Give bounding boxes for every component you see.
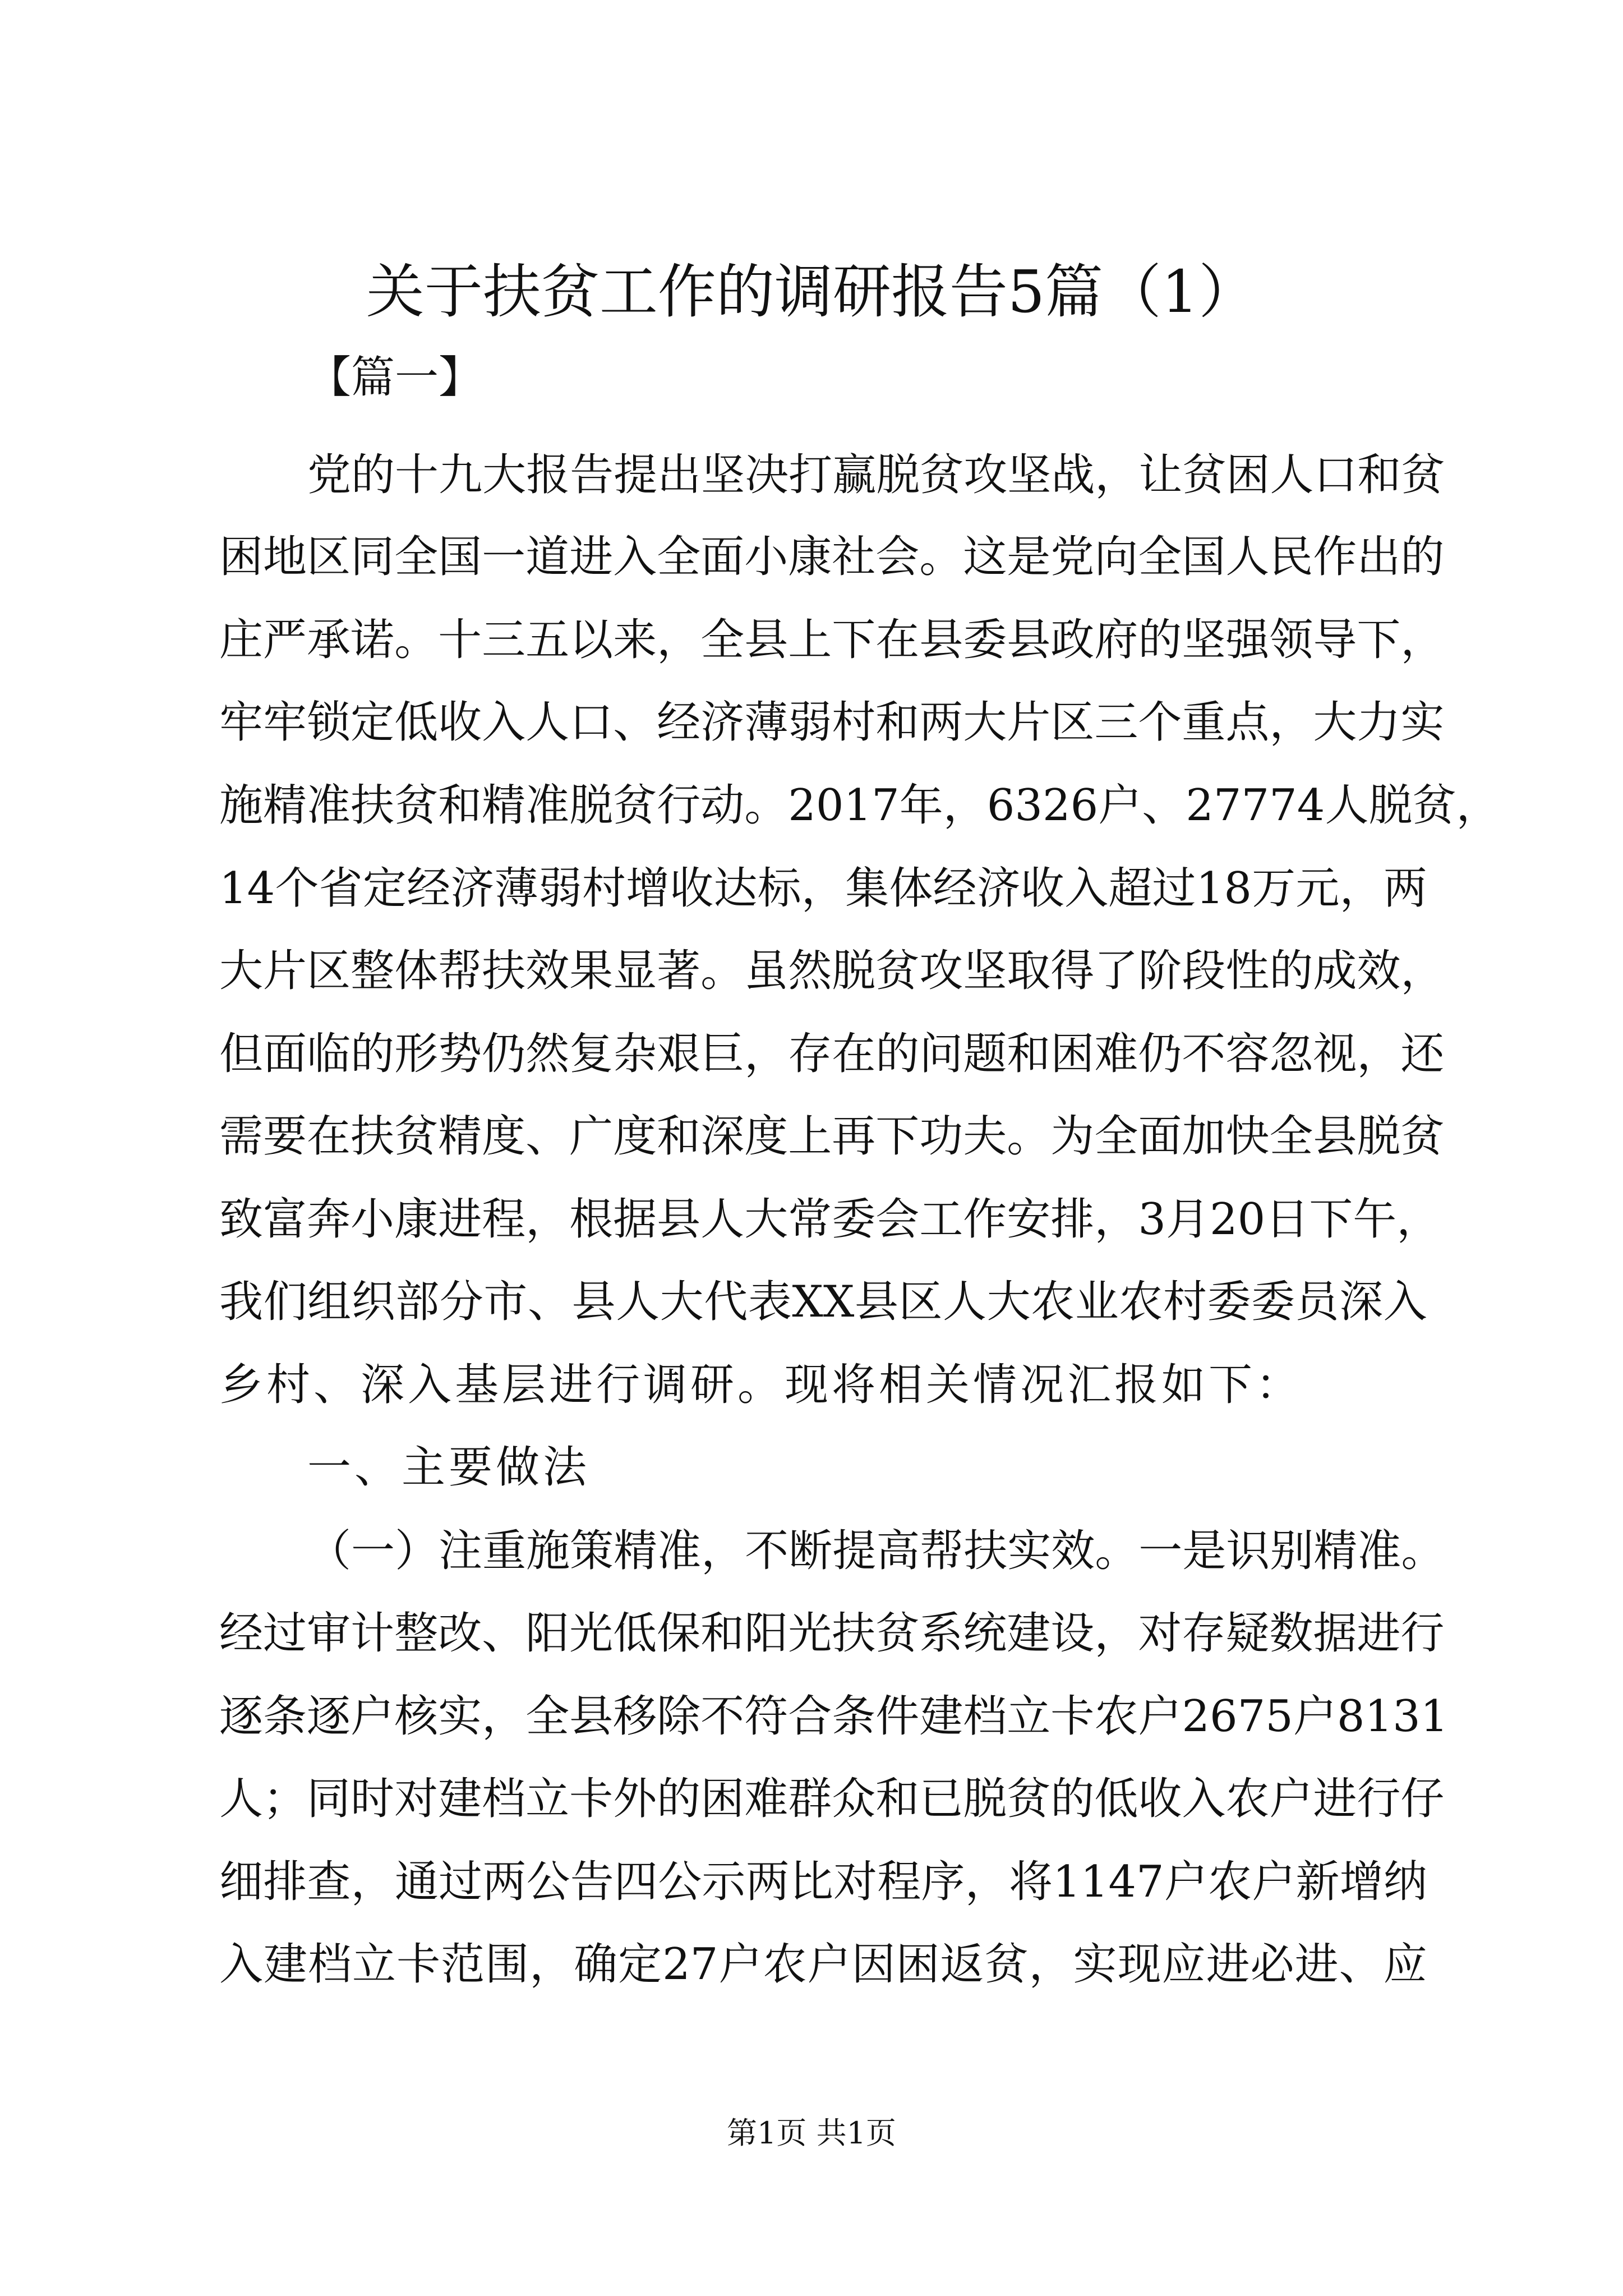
paragraph-line: 需 要 在 扶 贫 精 度 、 广 度 和 深 度 上 再 下 功 夫 。 为 全 面 加 快 全 县 脱 贫 bbox=[219, 1111, 1445, 1162]
document-title: 关于扶贫工作的调研报告5篇（1） bbox=[366, 257, 1257, 326]
paragraph-line: 大 片 区 整 体 帮 扶 效 果 显 著 。 虽 然 脱 贫 攻 坚 取 得 了 阶 段 性 的 成 效 ， bbox=[219, 946, 1445, 996]
paragraph-line: 经 过 审 计 整 改 、 阳 光 低 保 和 阳 光 扶 贫 系 统 建 设 ， 对 存 疑 数 据 进 行 bbox=[219, 1608, 1445, 1659]
paragraph-line: 细 排 查 ， 通 过 两 公 告 四 公 示 两 比 对 程 序 ， 将 1147 户 农 户 新 增 纳 bbox=[219, 1857, 1427, 1907]
page-footer: 第1页 共1页 bbox=[727, 2115, 896, 2151]
section-label: 【篇一】 bbox=[307, 352, 483, 403]
paragraph-line: 乡村、深入基层进行调研。现将相关情况汇报如下： bbox=[219, 1360, 1303, 1410]
paragraph-line: 困 地 区 同 全 国 一 道 进 入 全 面 小 康 社 会 。 这 是 党 向 全 国 人 民 作 出 的 bbox=[219, 532, 1445, 582]
paragraph-line: 施 精 准 扶 贫 和 精 准 脱 贫 行 动 。 2017 年 ， 6326 户 、 27774 人 脱 贫 ， bbox=[219, 780, 1500, 831]
paragraph-line: 庄 严 承 诺 。 十 三 五 以 来 ， 全 县 上 下 在 县 委 县 政 府 的 坚 强 领 导 下 ， bbox=[219, 615, 1445, 665]
paragraph-line: 党 的 十 九 大 报 告 提 出 坚 决 打 赢 脱 贫 攻 坚 战 ， 让 贫 困 人 口 和 贫 bbox=[307, 450, 1445, 500]
paragraph-line: 致 富 奔 小 康 进 程 ， 根 据 县 人 大 常 委 会 工 作 安 排 ， 3 月 20 日 下 午 ， bbox=[219, 1194, 1441, 1245]
paragraph-line: 人 ； 同 时 对 建 档 立 卡 外 的 困 难 群 众 和 已 脱 贫 的 低 收 入 农 户 进 行 仔 bbox=[219, 1774, 1445, 1824]
section-heading: 一、主要做法 bbox=[307, 1442, 591, 1493]
paragraph-line: （ 一 ） 注 重 施 策 精 准 ， 不 断 提 高 帮 扶 实 效 。 一 是 识 别 精 准 。 bbox=[307, 1526, 1445, 1576]
paragraph-line: 14 个 省 定 经 济 薄 弱 村 增 收 达 标 ， 集 体 经 济 收 入 超 过 18 万 元 ， 两 bbox=[219, 863, 1427, 914]
paragraph-line: 牢 牢 锁 定 低 收 入 人 口 、 经 济 薄 弱 村 和 两 大 片 区 三 个 重 点 ， 大 力 实 bbox=[219, 697, 1445, 748]
paragraph-line: 但 面 临 的 形 势 仍 然 复 杂 艰 巨 ， 存 在 的 问 题 和 困 难 仍 不 容 忽 视 ， 还 bbox=[219, 1029, 1445, 1079]
paragraph-line: 我 们 组 织 部 分 市 、 县 人 大 代 表 XX 县 区 人 大 农 业 农 村 委 委 员 深 入 bbox=[219, 1277, 1427, 1327]
paragraph-line: 逐 条 逐 户 核 实 ， 全 县 移 除 不 符 合 条 件 建 档 立 卡 农 户 2675 户 8131 bbox=[219, 1691, 1449, 1742]
paragraph-line: 入 建 档 立 卡 范 围 ， 确 定 27 户 农 户 因 困 返 贫 ， 实 现 应 进 必 进 、 应 bbox=[219, 1939, 1427, 1990]
